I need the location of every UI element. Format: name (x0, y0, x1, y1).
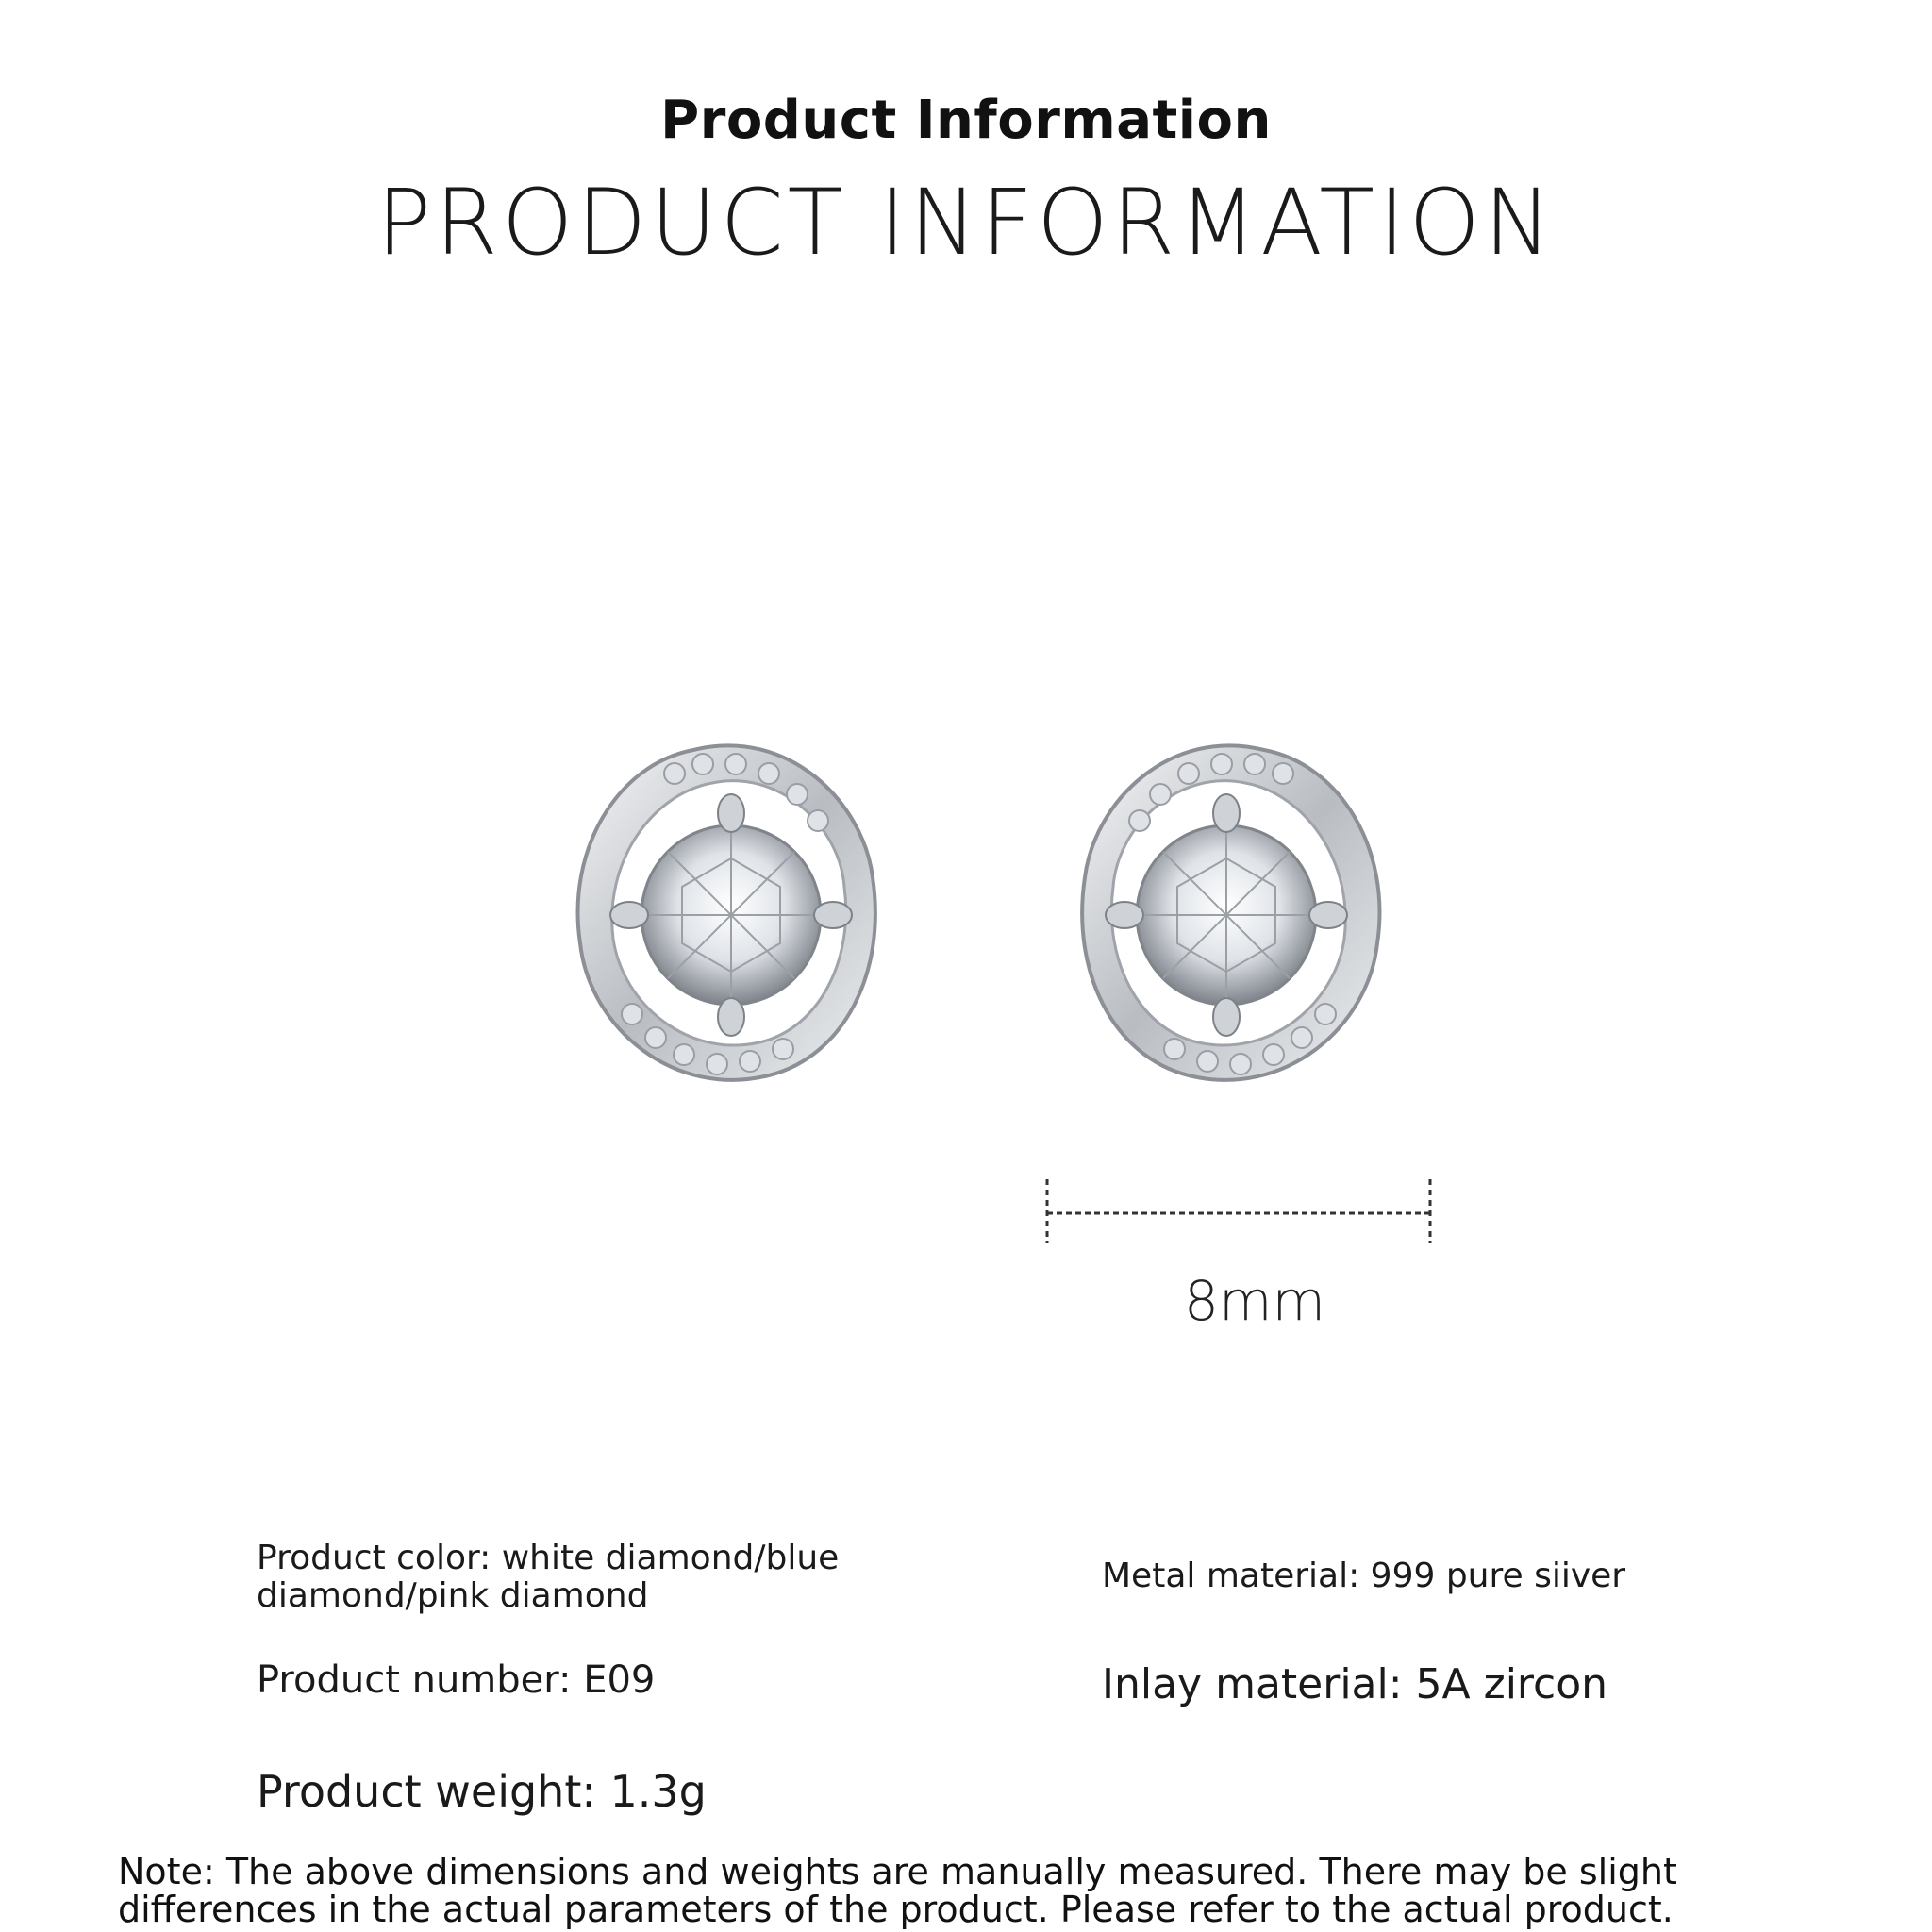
spec-inlay-material: Inlay material: 5A zircon (1102, 1660, 1608, 1708)
earring-right (1082, 745, 1379, 1080)
disclaimer-note: Note: The above dimensions and weights are manually measured. There may be slight differences in the actual parameters of the product. Please refer to the actual product. (118, 1851, 1677, 1930)
earrings-image (528, 708, 1434, 1123)
spec-product-weight: Product weight: 1.3g (257, 1766, 707, 1817)
spec-product-number: Product number: E09 (257, 1658, 656, 1702)
dimension-line (1038, 1170, 1453, 1255)
page-title: Product Information (660, 90, 1272, 151)
dimension-label: 8mm (1184, 1269, 1325, 1333)
spec-metal-material: Metal material: 999 pure siiver (1102, 1557, 1626, 1595)
spec-product-color: Product color: white diamond/blue diamond/pink diamond (257, 1539, 840, 1615)
earring-left (578, 745, 875, 1080)
page-subtitle: PRODUCT INFORMATION (376, 170, 1556, 275)
